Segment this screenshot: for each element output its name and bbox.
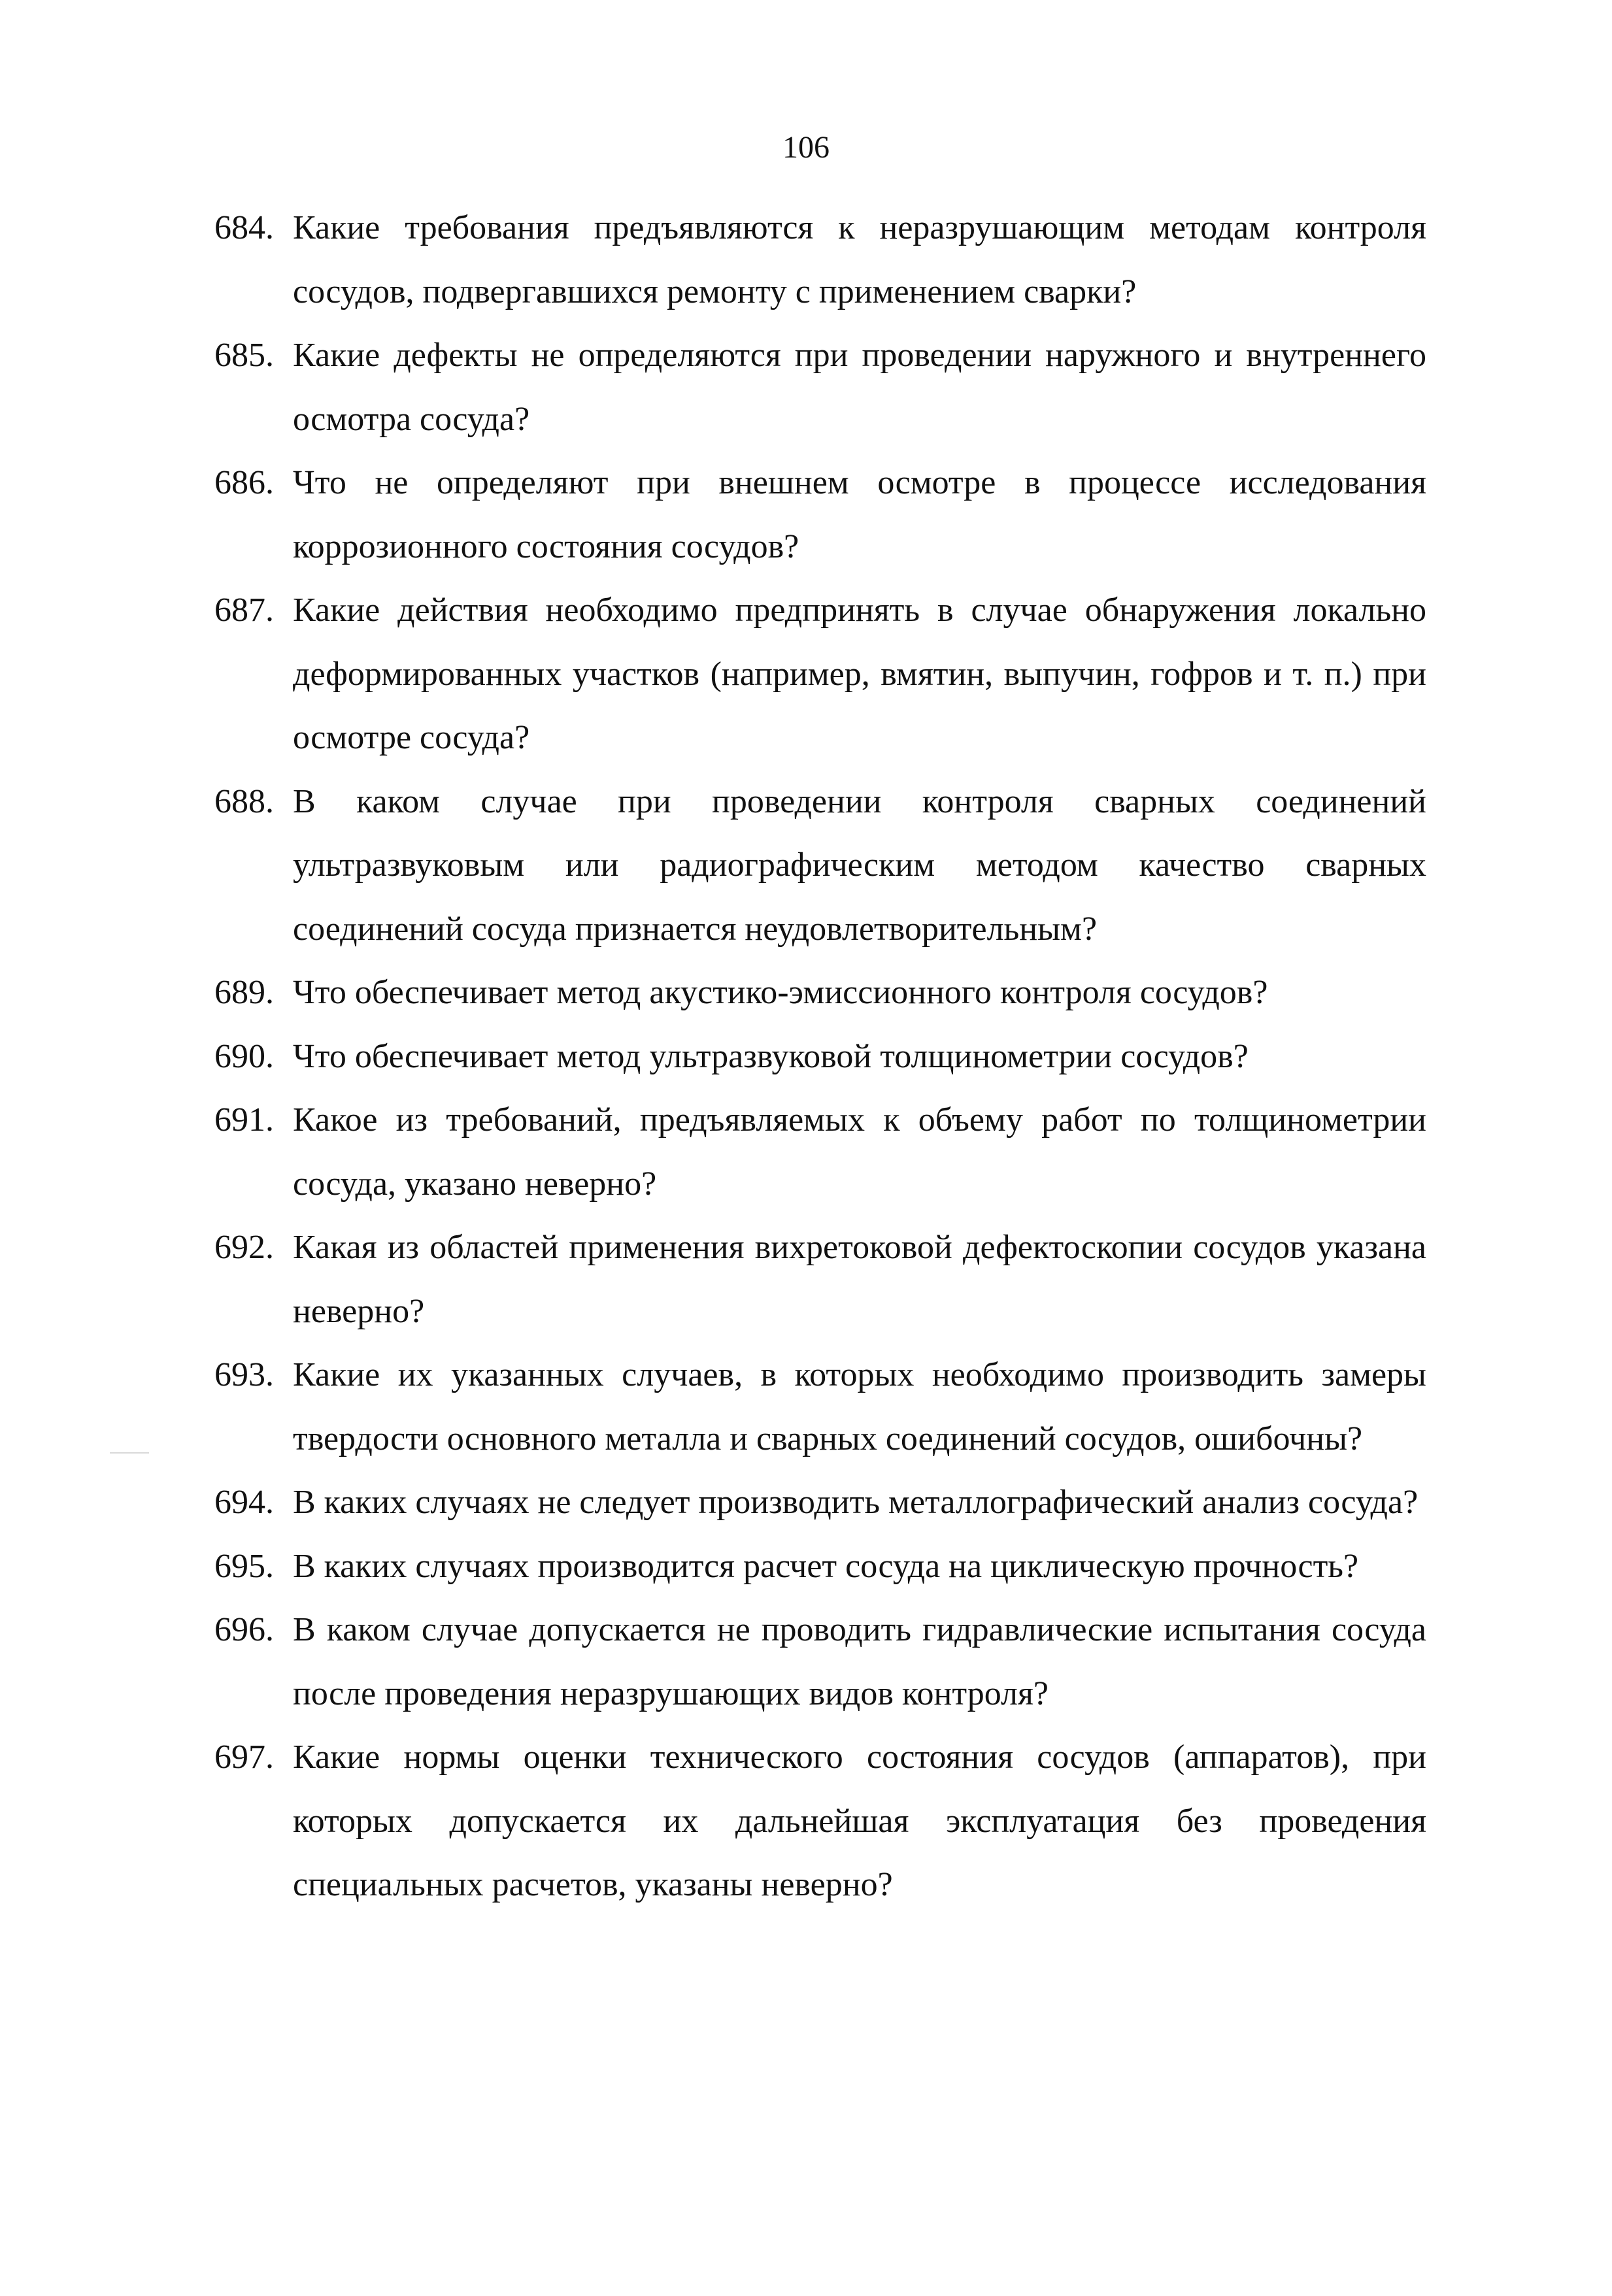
- question-item: [214, 1216, 1426, 1343]
- question-number: 684.: [214, 209, 274, 246]
- margin-mark: [110, 1452, 149, 1454]
- question-text: Какие дефекты не определяются при проведении наружного и внутреннего осмотра сосуда?: [293, 337, 1426, 438]
- question-number: 686.: [214, 464, 274, 501]
- question-number: 688.: [214, 782, 274, 820]
- question-item: [214, 770, 1426, 961]
- question-item: [214, 1471, 1426, 1535]
- question-number: 696.: [214, 1611, 274, 1648]
- question-item: [214, 324, 1426, 451]
- question-number: 690.: [214, 1037, 274, 1075]
- question-text: Что обеспечивает метод ультразвуковой толщинометрии сосудов?: [293, 1037, 1249, 1075]
- question-number: 693.: [214, 1356, 274, 1393]
- question-number: 692.: [214, 1229, 274, 1266]
- page-number: 106: [782, 130, 830, 165]
- question-item: [214, 1088, 1426, 1216]
- question-text: Какие их указанных случаев, в которых необходимо производить замеры твердости основного металла и сварных соединений сосудов, ошибочны?: [293, 1356, 1426, 1457]
- question-number: 691.: [214, 1101, 274, 1139]
- question-list: [214, 196, 1426, 1917]
- question-item: [214, 451, 1426, 578]
- question-text: Какая из областей применения вихретоковой дефектоскопии сосудов указана неверно?: [293, 1229, 1426, 1330]
- question-number: 689.: [214, 974, 274, 1011]
- question-number: 687.: [214, 591, 274, 629]
- question-item: [214, 961, 1426, 1025]
- question-item: [214, 1343, 1426, 1471]
- question-item: [214, 1535, 1426, 1599]
- question-item: [214, 1598, 1426, 1725]
- question-number: 695.: [214, 1547, 274, 1585]
- question-item: [214, 196, 1426, 324]
- question-text: В каких случаях не следует производить металлографический анализ сосуда?: [293, 1484, 1419, 1521]
- question-text: Какое из требований, предъявляемых к объему работ по толщинометрии сосуда, указано неверно?: [293, 1101, 1426, 1203]
- question-text: Какие действия необходимо предпринять в случае обнаружения локально деформированных участков (например, вмятин, выпучин, гофров и т. п.) при осмотре сосуда?: [293, 591, 1426, 756]
- question-item: [214, 1025, 1426, 1089]
- question-number: 694.: [214, 1484, 274, 1521]
- question-text: В каком случае допускается не проводить гидравлические испытания сосуда после проведения неразрушающих видов контроля?: [293, 1611, 1426, 1712]
- question-number: 685.: [214, 337, 274, 374]
- question-text: В каком случае при проведении контроля сварных соединений ультразвуковым или радиографическим методом качество сварных соединений сосуда признается неудовлетворительным?: [293, 782, 1426, 948]
- question-text: Что не определяют при внешнем осмотре в процессе исследования коррозионного состояния сосудов?: [293, 464, 1426, 565]
- question-number: 697.: [214, 1739, 274, 1776]
- question-text: Какие нормы оценки технического состояния сосудов (аппаратов), при которых допускается их дальнейшая эксплуатация без проведения специальных расчетов, указаны неверно?: [293, 1739, 1426, 1903]
- question-item: [214, 578, 1426, 770]
- question-text: В каких случаях производится расчет сосуда на циклическую прочность?: [293, 1547, 1359, 1585]
- question-item: [214, 1725, 1426, 1917]
- question-text: Какие требования предъявляются к неразрушающим методам контроля сосудов, подвергавшихся ремонту с применением сварки?: [293, 209, 1426, 310]
- question-text: Что обеспечивает метод акустико-эмиссионного контроля сосудов?: [293, 974, 1268, 1011]
